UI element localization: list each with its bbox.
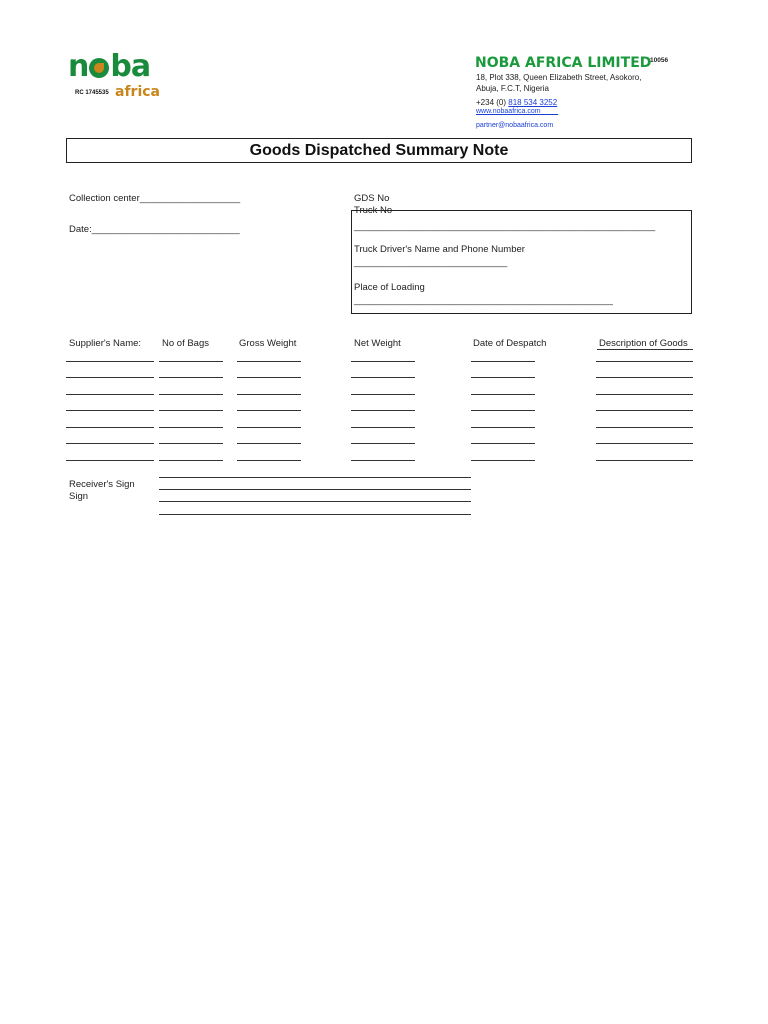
table-cell-line[interactable]: [471, 460, 535, 461]
driver-field[interactable]: _____________________________: [354, 257, 508, 268]
receiver-sign-line[interactable]: [159, 514, 471, 515]
table-cell-line[interactable]: [596, 394, 693, 395]
header-net-weight: Net Weight: [354, 338, 401, 349]
company-address-line-2: Abuja, F.C.T, Nigeria: [476, 84, 549, 93]
table-cell-line[interactable]: [237, 394, 301, 395]
table-cell-line[interactable]: [351, 427, 415, 428]
table-cell-line[interactable]: [66, 377, 154, 378]
table-cell-line[interactable]: [159, 443, 223, 444]
collection-center-field[interactable]: Collection center___________________: [69, 193, 241, 204]
table-cell-line[interactable]: [351, 443, 415, 444]
table-cell-line[interactable]: [596, 410, 693, 411]
table-cell-line[interactable]: [351, 361, 415, 362]
company-phone: [476, 98, 557, 107]
receiver-sign-line[interactable]: [159, 477, 471, 478]
noba-logo: [68, 50, 168, 106]
table-cell-line[interactable]: [237, 361, 301, 362]
truck-no-clip: [354, 205, 654, 217]
company-address-line-1: 18, Plot 338, Queen Elizabeth Street, Asokoro,: [476, 73, 642, 82]
logo-africa: africa: [115, 84, 160, 100]
logo-letter-n: n: [68, 49, 89, 84]
table-cell-line[interactable]: [237, 377, 301, 378]
header-date-of-despatch: Date of Despatch: [473, 338, 547, 349]
table-cell-line[interactable]: [471, 427, 535, 428]
company-name: NOBA AFRICA LIMITED: [475, 55, 652, 71]
logo-letters-ba: ba: [110, 49, 151, 84]
receiver-sign-line[interactable]: [159, 501, 471, 502]
document-title: Goods Dispatched Summary Note: [249, 141, 509, 159]
table-cell-line[interactable]: [351, 377, 415, 378]
table-cell-line[interactable]: [237, 410, 301, 411]
header-no-of-bags: No of Bags: [162, 338, 209, 349]
company-email[interactable]: partner@nobaafrica.com: [476, 122, 554, 129]
sign-label: Sign: [69, 491, 89, 502]
table-cell-line[interactable]: [159, 460, 223, 461]
table-cell-line[interactable]: [159, 377, 223, 378]
header-description-of-goods: Description of Goods: [599, 338, 688, 349]
table-cell-line[interactable]: [237, 443, 301, 444]
table-cell-line[interactable]: [471, 443, 535, 444]
company-website[interactable]: [476, 108, 558, 115]
truck-no-field[interactable]: _________________________________________________________: [354, 221, 656, 232]
place-label: Place of Loading: [354, 282, 425, 293]
table-cell-line[interactable]: [66, 410, 154, 411]
driver-label: Truck Driver's Name and Phone Number: [354, 244, 525, 255]
table-cell-line[interactable]: [351, 410, 415, 411]
table-cell-line[interactable]: [66, 460, 154, 461]
header-supplier-name: Supplier's Name:: [69, 338, 142, 349]
website-link[interactable]: www.nobaafrica.com: [476, 108, 541, 115]
registration-number: RC 1745535: [75, 90, 109, 96]
table-cell-line[interactable]: [66, 427, 154, 428]
receiver-sign-line[interactable]: [159, 489, 471, 490]
phone-link[interactable]: 818 534 3252: [508, 98, 558, 107]
phone-prefix: +234 (0): [476, 98, 507, 107]
header-gross-weight: Gross Weight: [239, 338, 297, 349]
table-cell-line[interactable]: [237, 460, 301, 461]
table-cell-line[interactable]: [596, 427, 693, 428]
table-cell-line[interactable]: [66, 443, 154, 444]
table-cell-line[interactable]: [596, 377, 693, 378]
table-cell-line[interactable]: [351, 394, 415, 395]
table-cell-line[interactable]: [159, 427, 223, 428]
table-cell-line[interactable]: [471, 394, 535, 395]
table-cell-line[interactable]: [596, 361, 693, 362]
gds-no-label: GDS No: [354, 193, 390, 204]
receiver-sign-label: Receiver's Sign: [69, 479, 135, 490]
title-box: [66, 138, 692, 163]
table-cell-line[interactable]: [159, 410, 223, 411]
table-cell-line[interactable]: [66, 361, 154, 362]
table-cell-line[interactable]: [471, 410, 535, 411]
logo-leaf-icon: [89, 58, 109, 78]
table-cell-line[interactable]: [596, 460, 693, 461]
truck-no-label: Truck No: [354, 205, 393, 216]
logo-wordmark: [68, 50, 150, 84]
table-cell-line[interactable]: [159, 394, 223, 395]
table-cell-line[interactable]: [237, 427, 301, 428]
table-cell-line[interactable]: [596, 443, 693, 444]
place-field[interactable]: _________________________________________________: [354, 295, 613, 306]
table-cell-line[interactable]: [471, 377, 535, 378]
table-cell-line[interactable]: [351, 460, 415, 461]
table-cell-line[interactable]: [471, 361, 535, 362]
date-field[interactable]: Date:____________________________: [69, 224, 240, 235]
document-number: 10056: [650, 57, 669, 64]
table-cell-line[interactable]: [159, 361, 223, 362]
description-header-underline: [597, 349, 693, 350]
table-cell-line[interactable]: [66, 394, 154, 395]
